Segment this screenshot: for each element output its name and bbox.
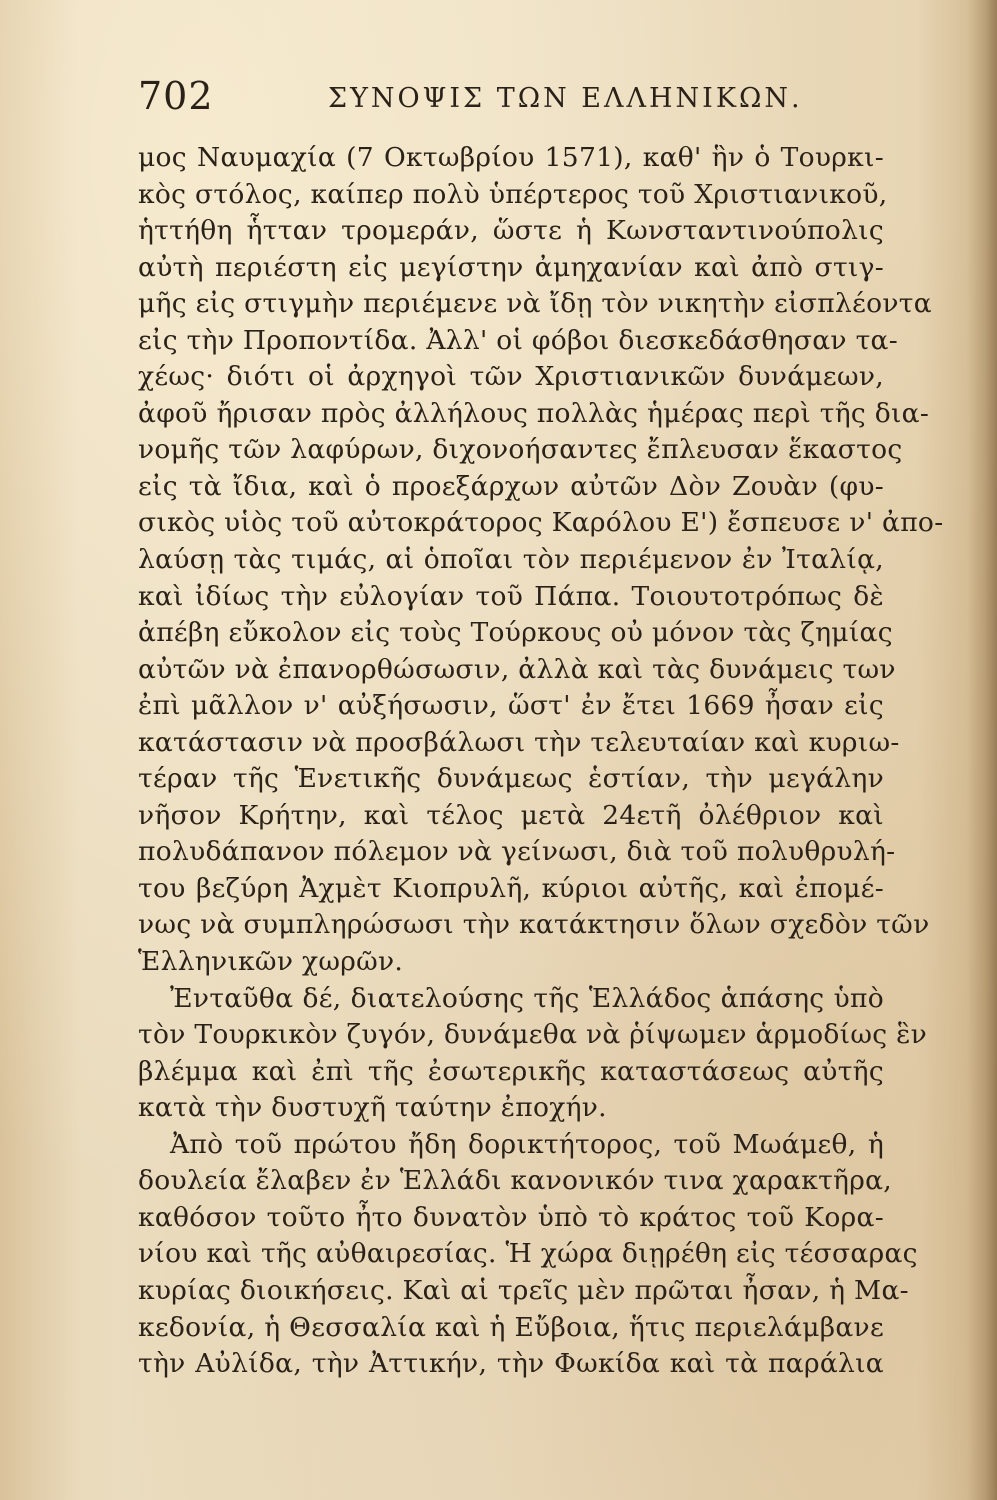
text-line: ἐπὶ μᾶλλον ν' αὐξήσωσιν, ὥστ' ἐν ἔτει 1669 ἦσαν εἰς — [138, 690, 884, 722]
text-line: σικὸς υἱὸς τοῦ αὐτοκράτορος Καρόλου Ε') ἔσπευσε ν' ἀπο- — [138, 507, 944, 539]
text-line: αὐτὴ περιέστη εἰς μεγίστην ἀμηχανίαν καὶ ἀπὸ στιγ- — [138, 251, 884, 283]
text-line: ἀπέβη εὔκολον εἰς τοὺς Τούρκους οὐ μόνον τὰς ζημίας — [138, 617, 893, 649]
body-text — [138, 140, 944, 1383]
text-line: μῆς εἰς στιγμὴν περιέμενε νὰ ἴδῃ τὸν νικητὴν εἰσπλέοντα — [138, 288, 932, 320]
text-line: ἀφοῦ ἤρισαν πρὸς ἀλλήλους πολλὰς ἡμέρας περὶ τῆς δια- — [138, 397, 930, 429]
page-spine-shadow — [967, 0, 997, 1500]
text-line: τέραν τῆς Ἑνετικῆς δυνάμεως ἑστίαν, τὴν μεγάλην — [138, 763, 884, 795]
text-line: Ἀπὸ τοῦ πρώτου ἤδη δορικτήτορος, τοῦ Μωάμεθ, ἡ — [170, 1128, 884, 1160]
text-line: νομῆς τῶν λαφύρων, διχονοήσαντες ἔπλευσαν ἕκαστος — [138, 434, 903, 466]
text-line: λαύσῃ τὰς τιμάς, αἱ ὁποῖαι τὸν περιέμενον ἐν Ἰταλίᾳ, — [138, 544, 884, 576]
text-line: νως νὰ συμπληρώσωσι τὴν κατάκτησιν ὅλων σχεδὸν τῶν — [138, 909, 930, 941]
text-line: βλέμμα καὶ ἐπὶ τῆς ἐσωτερικῆς καταστάσεως αὐτῆς — [138, 1055, 884, 1087]
text-line: εἰς τὴν Προποντίδα. Ἀλλ' οἱ φόβοι διεσκεδάσθησαν τα- — [138, 324, 898, 356]
text-line: πολυδάπανον πόλεμον νὰ γείνωσι, διὰ τοῦ πολυθρυλή- — [138, 836, 896, 868]
text-line: εἰς τὰ ἴδια, καὶ ὁ προεξάρχων αὐτῶν Δὸν Ζουὰν (φυ- — [138, 470, 884, 502]
text-line: κὸς στόλος, καίπερ πολὺ ὑπέρτερος τοῦ Χριστιανικοῦ, — [138, 178, 888, 210]
text-line: κυρίας διοικήσεις. Καὶ αἱ τρεῖς μὲν πρῶται ἦσαν, ἡ Μα- — [138, 1274, 909, 1306]
text-line: κατὰ τὴν δυστυχῆ ταύτην ἐποχήν. — [138, 1092, 607, 1124]
page-number: 702 — [138, 74, 214, 118]
text-line: καὶ ἰδίως τὴν εὐλογίαν τοῦ Πάπα. Τοιουτοτρόπως δὲ — [138, 580, 884, 612]
text-line: του βεζύρη Ἀχμὲτ Κιοπρυλῆ, κύριοι αὐτῆς, καὶ ἐπομέ- — [138, 872, 884, 904]
text-line: καθόσον τοῦτο ἦτο δυνατὸν ὑπὸ τὸ κράτος τοῦ Κορα- — [138, 1201, 884, 1233]
text-line: τὸν Τουρκικὸν ζυγόν, δυνάμεθα νὰ ῥίψωμεν ἁρμοδίως ἓν — [138, 1019, 928, 1051]
text-line: ἡττήθη ἧτταν τρομεράν, ὥστε ἡ Κωνσταντινούπολις — [138, 215, 884, 247]
running-title: ΣΥΝΟΨΙΣ ΤΩΝ ΕΛΛΗΝΙΚΩΝ. — [328, 83, 803, 114]
text-line: Ἐνταῦθα δέ, διατελούσης τῆς Ἑλλάδος ἁπάσης ὑπὸ — [170, 982, 884, 1014]
text-line: Ἑλληνικῶν χωρῶν. — [138, 946, 404, 978]
text-line: νίου καὶ τῆς αὐθαιρεσίας. Ἡ χώρα διῃρέθη εἰς τέσσαρας — [138, 1238, 918, 1270]
text-line: δουλεία ἔλαβεν ἐν Ἑλλάδι κανονικόν τινα χαρακτῆρα, — [138, 1165, 893, 1197]
text-line: κεδονία, ἡ Θεσσαλία καὶ ἡ Εὔβοια, ἥτις περιελάμβανε — [138, 1311, 884, 1343]
text-line: νῆσον Κρήτην, καὶ τέλος μετὰ 24ετῆ ὀλέθριον καὶ — [138, 799, 884, 831]
text-line: μος Ναυμαχία (7 Οκτωβρίου 1571), καθ' ἣν ὁ Τουρκι- — [138, 142, 884, 173]
text-line: τὴν Αὐλίδα, τὴν Ἀττικήν, τὴν Φωκίδα καὶ τὰ παράλια — [138, 1348, 884, 1380]
page-header — [138, 68, 888, 124]
text-line: χέως· διότι οἱ ἀρχηγοὶ τῶν Χριστιανικῶν δυνάμεων, — [138, 361, 884, 393]
text-line: αὐτῶν νὰ ἐπανορθώσωσιν, ἀλλὰ καὶ τὰς δυνάμεις των — [138, 653, 896, 685]
text-line: κατάστασιν νὰ προσβάλωσι τὴν τελευταίαν καὶ κυριω- — [138, 726, 900, 758]
